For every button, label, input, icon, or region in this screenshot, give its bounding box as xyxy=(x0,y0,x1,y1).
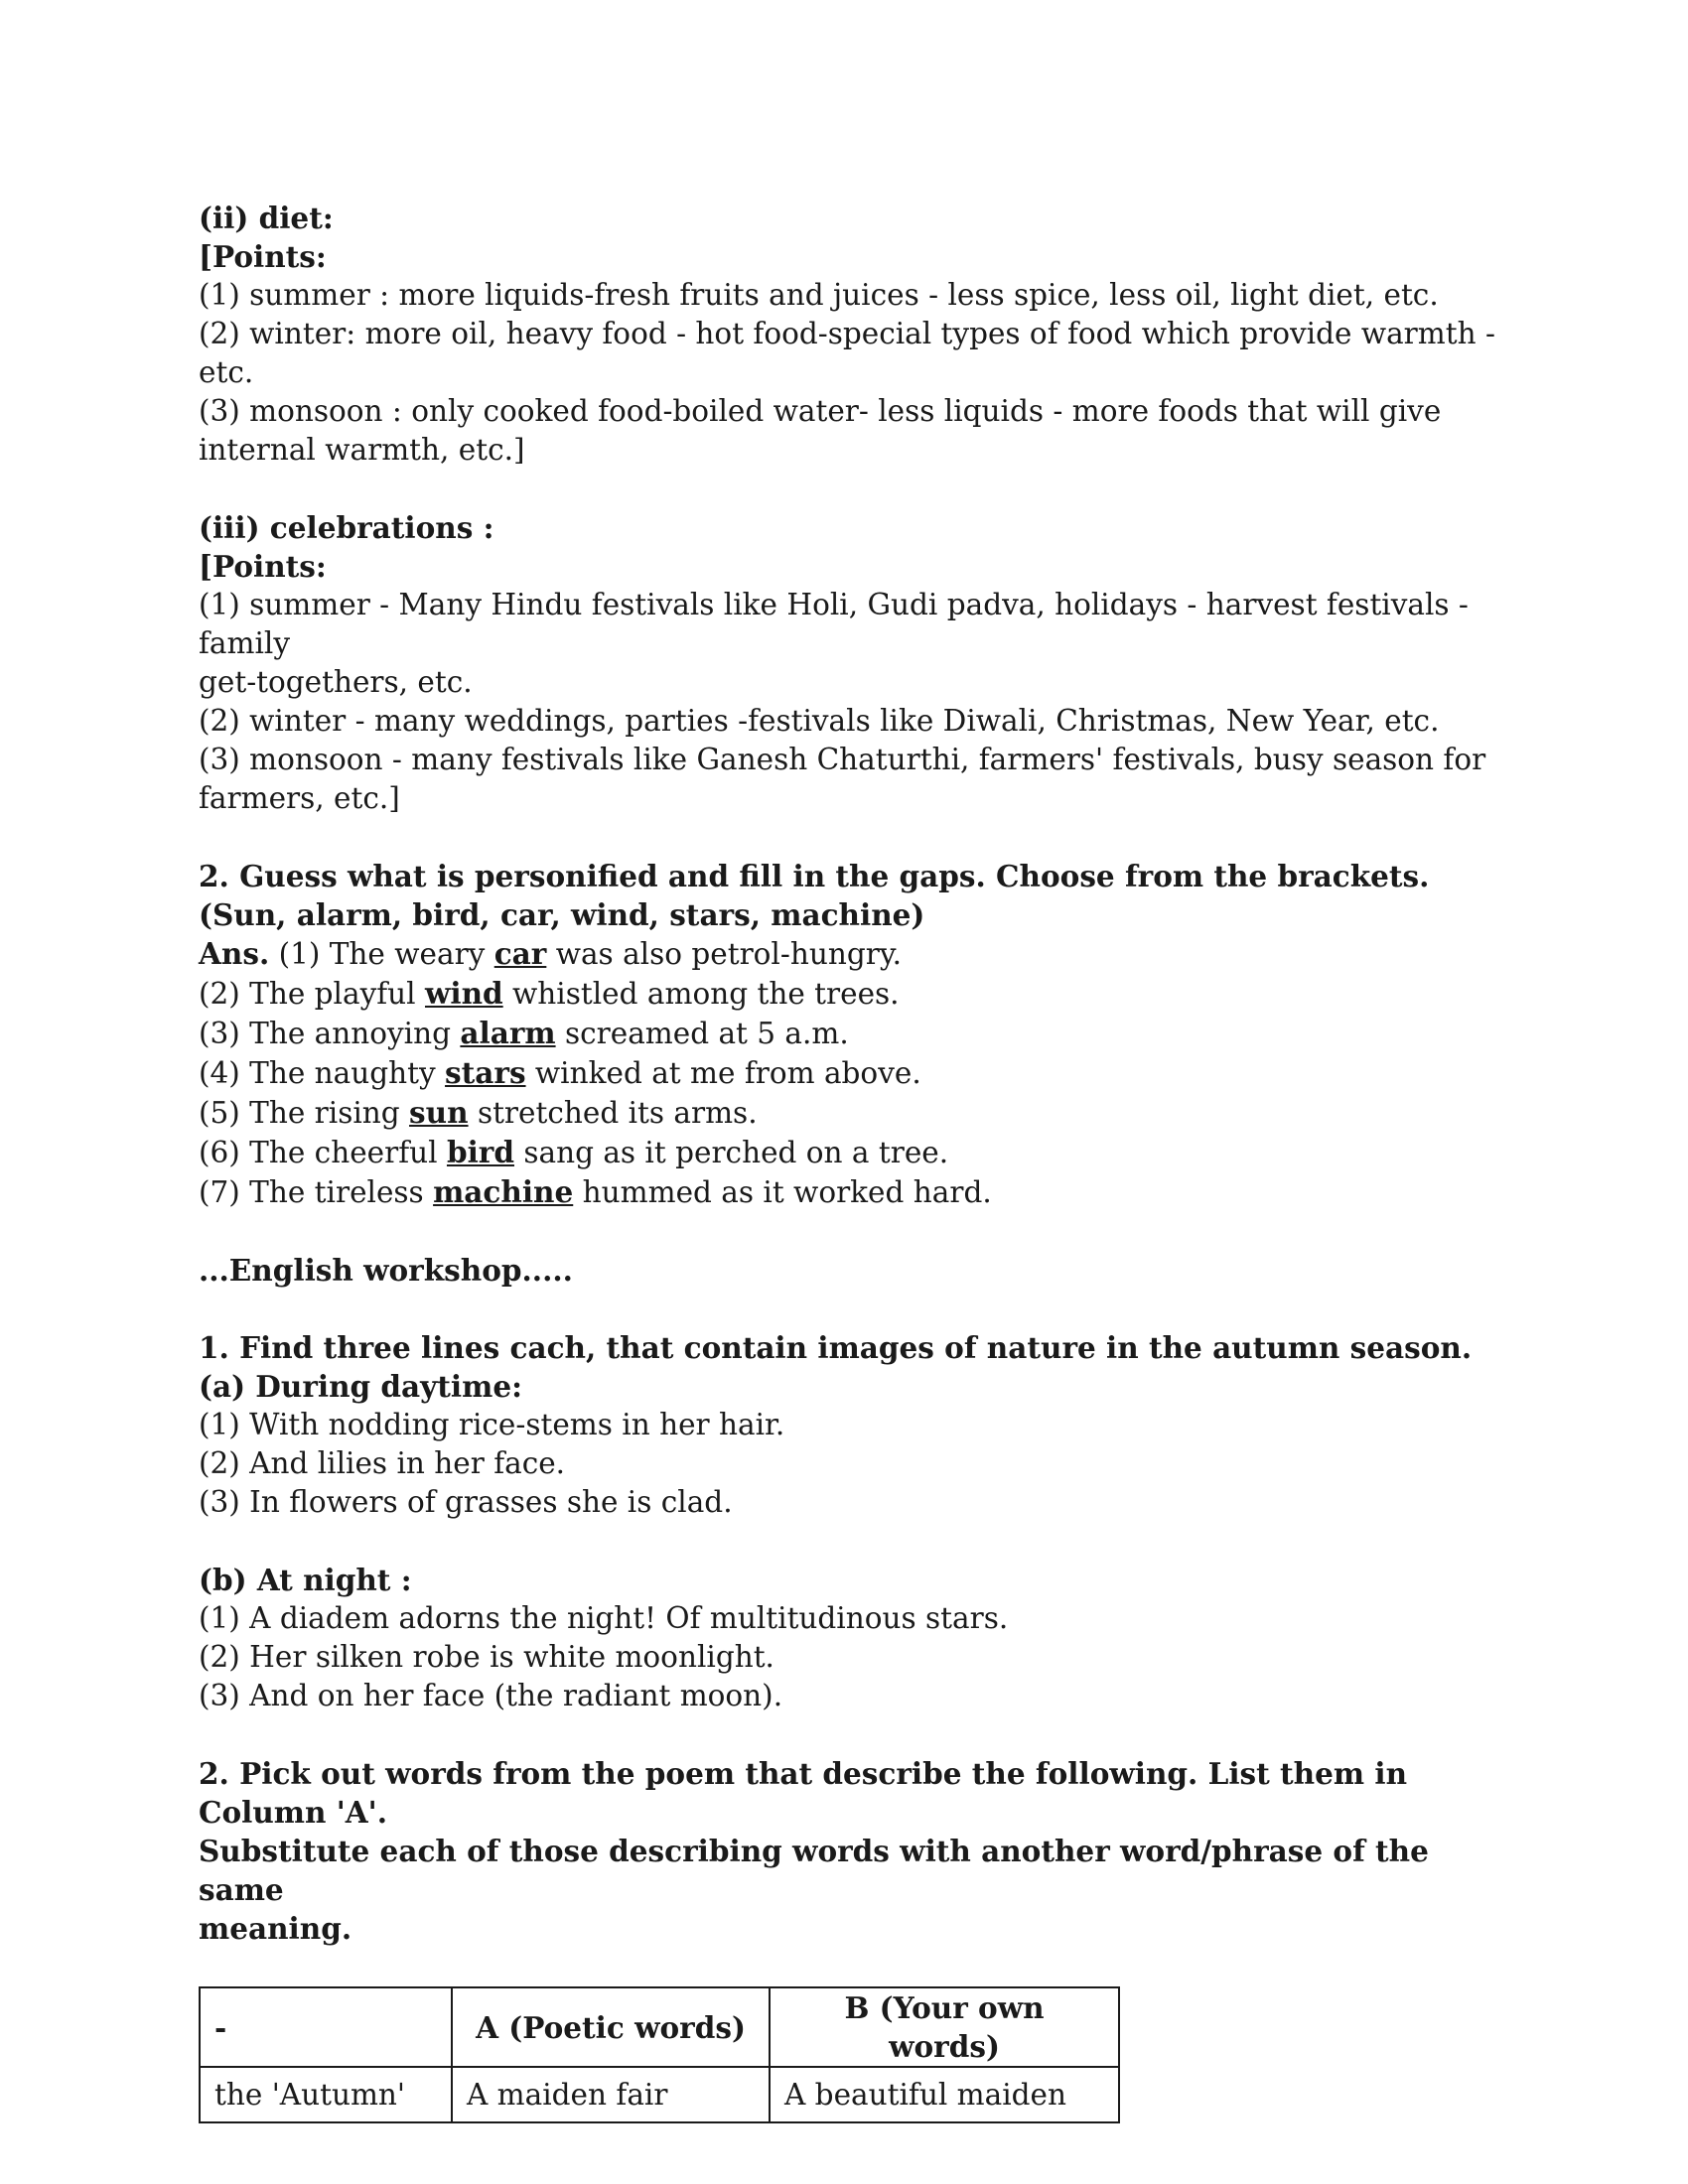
table-header-cell: A (Poetic words) xyxy=(452,1987,770,2067)
celebrations-line: farmers, etc.] xyxy=(199,781,400,815)
answer-word: stars xyxy=(445,1055,526,1090)
table-header-cell: B (Your own words) xyxy=(770,1987,1119,2067)
answer-word: machine xyxy=(433,1174,574,1209)
answer-text: hummed as it worked hard. xyxy=(573,1175,992,1209)
answer-word: car xyxy=(493,936,547,971)
personified-question: 2. Guess what is personified and fill in the gaps. Choose from the brackets. xyxy=(199,859,1430,893)
night-line: (2) Her silken robe is white moonlight. xyxy=(199,1640,774,1674)
personified-options: (Sun, alarm, bird, car, wind, stars, machine) xyxy=(199,897,925,932)
celebrations-line: (3) monsoon - many festivals like Ganesh Chaturthi, farmers' festivals, busy season for xyxy=(199,743,1486,776)
night-line: (1) A diadem adorns the night! Of multitudinous stars. xyxy=(199,1601,1009,1635)
answer-line xyxy=(199,1093,1509,1133)
answer-text: (6) The cheerful xyxy=(199,1136,447,1169)
diet-line: (2) winter: more oil, heavy food - hot food-special types of food which provide warmth - xyxy=(199,317,1495,350)
celebrations-line: get-togethers, etc. xyxy=(199,665,473,699)
daytime-line: (1) With nodding rice-stems in her hair. xyxy=(199,1408,785,1441)
answer-text: winked at me from above. xyxy=(525,1056,921,1090)
answer-text: (1) The weary xyxy=(269,937,494,971)
spacer xyxy=(199,470,1509,508)
table-header-cell: - xyxy=(200,1987,452,2067)
diet-line: internal warmth, etc.] xyxy=(199,433,525,467)
celebrations-line: (1) summer - Many Hindu festivals like Holi, Gudi padva, holidays - harvest festivals -family xyxy=(199,588,1469,660)
answer-text: was also petrol-hungry. xyxy=(546,937,902,971)
daytime-line: (2) And lilies in her face. xyxy=(199,1446,566,1480)
answer-text: (2) The playful xyxy=(199,977,425,1011)
table-cell: A maiden fair xyxy=(452,2067,770,2122)
answer-line xyxy=(199,1053,1509,1093)
workshop-title: ...English workshop..... xyxy=(199,1253,573,1288)
answer-line xyxy=(199,1172,1509,1212)
night-label: (b) At night : xyxy=(199,1563,412,1597)
workshop-question-2: Substitute each of those describing words with another word/phrase of the same xyxy=(199,1834,1429,1907)
workshop-question-2: meaning. xyxy=(199,1911,352,1946)
celebrations-heading: (iii) celebrations : xyxy=(199,510,494,545)
daytime-label: (a) During daytime: xyxy=(199,1369,523,1404)
table-cell: A beautiful maiden xyxy=(770,2067,1119,2122)
night-line: (3) And on her face (the radiant moon). xyxy=(199,1679,783,1712)
celebrations-points-label: [Points: xyxy=(199,549,327,584)
spacer xyxy=(199,818,1509,857)
diet-heading: (ii) diet: xyxy=(199,201,334,235)
diet-points-label: [Points: xyxy=(199,239,327,274)
answer-line xyxy=(199,1014,1509,1053)
answer-text: (7) The tireless xyxy=(199,1175,434,1209)
workshop-question-2: 2. Pick out words from the poem that describe the following. List them in Column 'A'. xyxy=(199,1756,1408,1830)
diet-line: (1) summer : more liquids-fresh fruits and juices - less spice, less oil, light diet, etc. xyxy=(199,278,1439,312)
spacer xyxy=(199,1522,1509,1561)
answer-line xyxy=(199,1133,1509,1172)
answer-text: (4) The naughty xyxy=(199,1056,446,1090)
document-content xyxy=(199,199,1509,2123)
celebrations-line: (2) winter - many weddings, parties -festivals like Diwali, Christmas, New Year, etc. xyxy=(199,704,1440,738)
answer-text: stretched its arms. xyxy=(468,1096,758,1130)
diet-line: etc. xyxy=(199,355,254,389)
table-row xyxy=(200,2067,1119,2122)
table-cell: the 'Autumn' xyxy=(200,2067,452,2122)
answer-text: (5) The rising xyxy=(199,1096,410,1130)
answer-text: (3) The annoying xyxy=(199,1017,461,1050)
answer-word: alarm xyxy=(460,1016,556,1050)
words-table xyxy=(199,1986,1120,2123)
ans-label: Ans. xyxy=(199,936,270,971)
workshop-question-1: 1. Find three lines cach, that contain images of nature in the autumn season. xyxy=(199,1330,1473,1365)
answer-text: whistled among the trees. xyxy=(502,977,900,1011)
answer-word: bird xyxy=(446,1135,514,1169)
answer-text: sang as it perched on a tree. xyxy=(513,1136,949,1169)
diet-line: (3) monsoon : only cooked food-boiled water- less liquids - more foods that will give xyxy=(199,394,1442,428)
daytime-line: (3) In flowers of grasses she is clad. xyxy=(199,1485,733,1519)
spacer xyxy=(199,1212,1509,1251)
answer-word: wind xyxy=(424,976,503,1011)
spacer xyxy=(199,1715,1509,1754)
answer-line xyxy=(199,974,1509,1014)
answer-line xyxy=(199,934,1509,974)
spacer xyxy=(199,1290,1509,1328)
answer-text: screamed at 5 a.m. xyxy=(555,1017,849,1050)
answer-word: sun xyxy=(409,1095,469,1130)
table-header-row xyxy=(200,1987,1119,2067)
